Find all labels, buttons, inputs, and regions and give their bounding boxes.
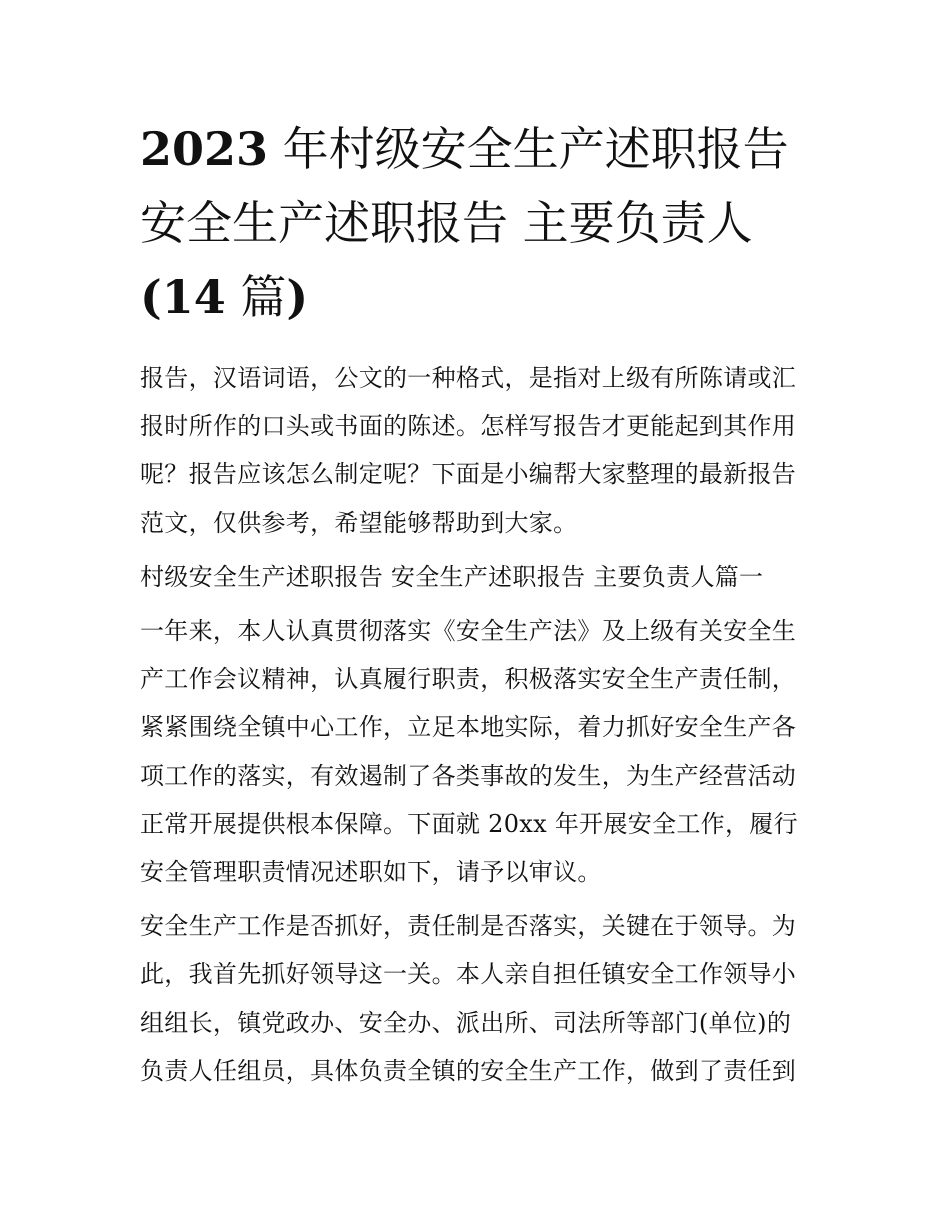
document-body [140,354,812,1095]
title-line-2: 安全生产述职报告 主要负责人 [140,196,753,250]
document-title [140,112,812,334]
title-line-1-text: 年村级安全生产述职报告 [268,122,789,176]
intro-paragraph: 报告，汉语词语，公文的一种格式，是指对上级有所陈请或汇报时所作的口头或书面的陈述。怎样写报告才更能起到其作用呢？报告应该怎么制定呢？下面是小编帮大家整理的最新报告范文，仅供参考，希望能够帮助到大家。 [140,364,797,537]
title-count-open: (14 [140,270,226,324]
body-paragraph-1: 一年来，本人认真贯彻落实《安全生产法》及上级有关安全生产工作会议精神，认真履行职责，积极落实安全生产责任制，紧紧围绕全镇中心工作，立足本地实际，着力抓好安全生产各项工作的落实，有效遏制了各类事故的发生，为生产经营活动正常开展提供根本保障。下面就 20xx 年开展安全工作，履行安全管理职责情况述职如下，请予以审议。 [140,617,798,887]
title-line-3 [140,260,812,334]
title-count-unit: 篇 [225,270,287,324]
title-count-close: ) [286,270,309,324]
title-line-1 [140,112,812,186]
document-page [140,112,812,1095]
body-paragraph-2: 安全生产工作是否抓好，责任制是否落实，关键在于领导。为此，我首先抓好领导这一关。本人亲自担任镇安全工作领导小组组长，镇党政办、安全办、派出所、司法所等部门(单位)的负责人任组员，具体负责全镇的安全生产工作，做到了责任到 [140,912,797,1085]
section-heading: 村级安全生产述职报告 安全生产述职报告 主要负责人篇一 [140,562,764,591]
title-year: 2023 [140,122,269,176]
